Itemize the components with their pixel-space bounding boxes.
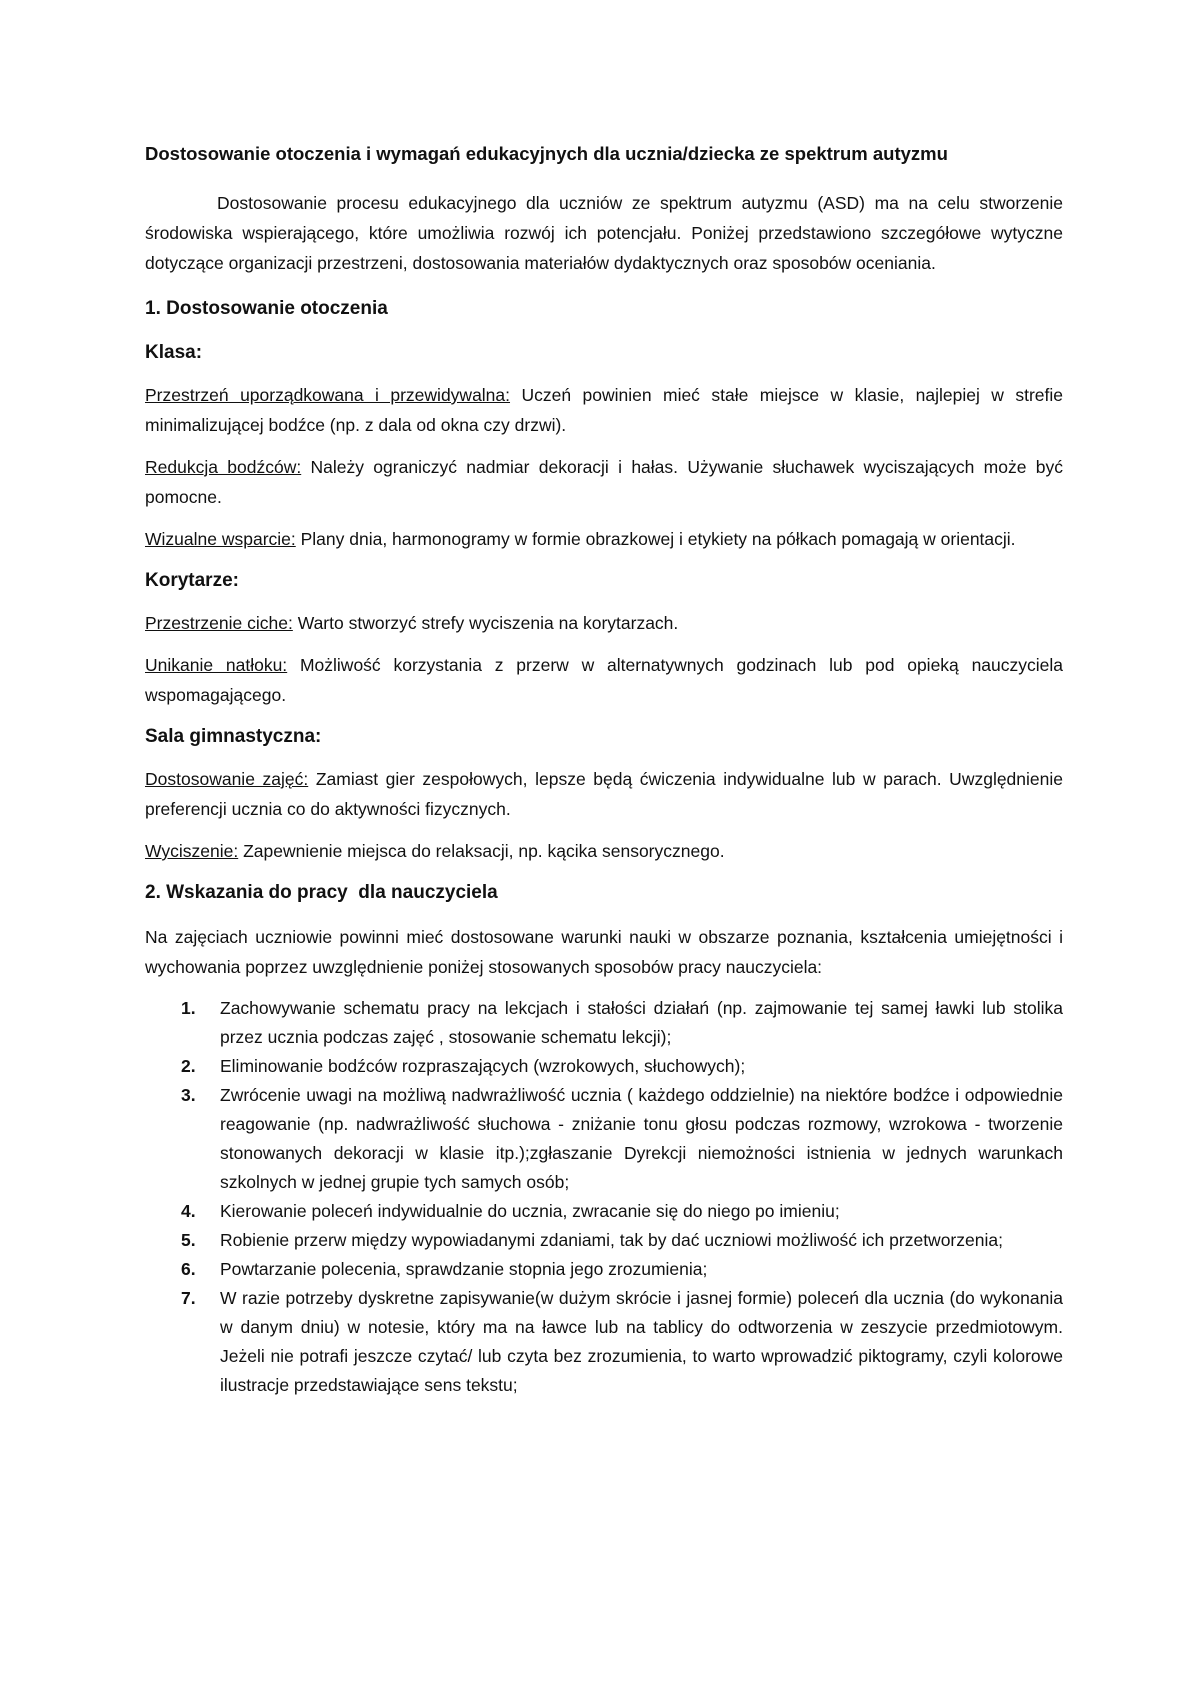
list-item [145,1226,1063,1255]
list-number: 7. [181,1288,196,1308]
list-text: Kierowanie poleceń indywidualnie do ucznia, zwracanie się do niego po imieniu; [220,1201,840,1221]
list-number: 2. [181,1056,196,1076]
korytarze-item [145,650,1063,710]
list-text: Zwrócenie uwagi na możliwą nadwrażliwość ucznia ( każdego oddzielnie) na niektóre bodźce i odpowiednie reagowanie (np. nadwrażliwość słuchowa - zniżanie tonu głosu podczas rozmowy, wzrokowa - tworzenie stonowanych dekoracji w klasie itp.);zgłaszanie Dyrekcji niemożności istnienia w jednych warunkach szkolnych w jednej grupie tych samych osób; [220,1085,1063,1192]
korytarze-heading: Korytarze: [145,570,239,591]
list-text: Powtarzanie polecenia, sprawdzanie stopnia jego zrozumienia; [220,1259,708,1279]
klasa-item [145,524,1063,554]
list-text: W razie potrzeby dyskretne zapisywanie(w dużym skrócie i jasnej formie) poleceń dla ucznia (do wykonania w danym dniu) w notesie, który ma na ławce lub na tablicy do odtworzenia w zeszycie przedmiotowym. Jeżeli nie potrafi jeszcze czytać/ lub czyta bez zrozumienia, to warto wprowadzić piktogramy, czyli kolorowe ilustracje przedstawiające sens tekstu; [220,1288,1063,1395]
list-text: Eliminowanie bodźców rozpraszających (wzrokowych, słuchowych); [220,1056,746,1076]
item-text: Uczeń powinien mieć stałe miejsce w klasie, najlepiej w strefie minimalizującej bodźce (np. z dala od okna czy drzwi). [145,385,1063,435]
item-label: Unikanie natłoku: [145,655,288,675]
list-item [145,994,1063,1052]
item-label: Przestrzeń uporządkowana i przewidywalna: [145,385,511,405]
teacher-guidelines-list [145,994,1063,1400]
list-item [145,1197,1063,1226]
list-item [145,1052,1063,1081]
intro-paragraph: Dostosowanie procesu edukacyjnego dla uczniów ze spektrum autyzmu (ASD) ma na celu stworzenie środowiska wspierającego, które umożliwia rozwój ich potencjału. Poniżej przedstawiono szczegółowe wytyczne dotyczące organizacji przestrzeni, dostosowania materiałów dydaktycznych oraz sposobów oceniania. [145,193,1063,273]
item-label: Przestrzenie ciche: [145,613,293,633]
list-text: Zachowywanie schematu pracy na lekcjach i stałości działań (np. zajmowanie tej samej ławki lub stolika przez ucznia podczas zajęć , stosowanie schematu lekcji); [220,998,1063,1047]
list-number: 5. [181,1230,196,1250]
section-2-intro: Na zajęciach uczniowie powinni mieć dostosowane warunki nauki w obszarze poznania, kształcenia umiejętności i wychowania poprzez uwzględnienie poniżej stosowanych sposobów pracy nauczyciela: [145,927,1063,977]
item-text: Należy ograniczyć nadmiar dekoracji i hałas. Używanie słuchawek wyciszających może być pomocne. [145,457,1064,507]
list-item [145,1081,1063,1197]
item-text: Możliwość korzystania z przerw w alternatywnych godzinach lub pod opieką nauczyciela wspomagającego. [145,655,1064,705]
item-label: Wizualne wsparcie: [145,529,296,549]
list-number: 4. [181,1201,196,1221]
section-2-heading: 2. Wskazania do pracy dla nauczyciela [145,882,498,903]
list-number: 1. [181,998,196,1018]
list-number: 6. [181,1259,196,1279]
korytarze-item [145,608,1063,638]
list-text: Robienie przerw między wypowiadanymi zdaniami, tak by dać uczniowi możliwość ich przetworzenia; [220,1230,1003,1250]
list-item [145,1284,1063,1400]
klasa-item [145,452,1063,512]
section-1-heading: 1. Dostosowanie otoczenia [145,298,388,319]
item-label: Dostosowanie zajęć: [145,769,309,789]
document-page [145,140,1063,1400]
sala-item [145,836,1063,866]
document-title: Dostosowanie otoczenia i wymagań edukacyjnych dla ucznia/dziecka ze spektrum autyzmu [145,143,948,164]
list-number: 3. [181,1085,196,1105]
sala-heading: Sala gimnastyczna: [145,726,322,747]
klasa-heading: Klasa: [145,342,203,363]
item-text: Plany dnia, harmonogramy w formie obrazkowej i etykiety na półkach pomagają w orientacji. [295,529,1016,549]
klasa-item [145,380,1063,440]
list-item [145,1255,1063,1284]
item-label: Wyciszenie: [145,841,239,861]
sala-item [145,764,1063,824]
item-text: Zamiast gier zespołowych, lepsze będą ćwiczenia indywidualne lub w parach. Uwzględnienie preferencji ucznia co do aktywności fizycznych. [145,769,1063,819]
item-text: Warto stworzyć strefy wyciszenia na korytarzach. [292,613,679,633]
item-text: Zapewnienie miejsca do relaksacji, np. kącika sensorycznego. [238,841,725,861]
item-label: Redukcja bodźców: [145,457,302,477]
